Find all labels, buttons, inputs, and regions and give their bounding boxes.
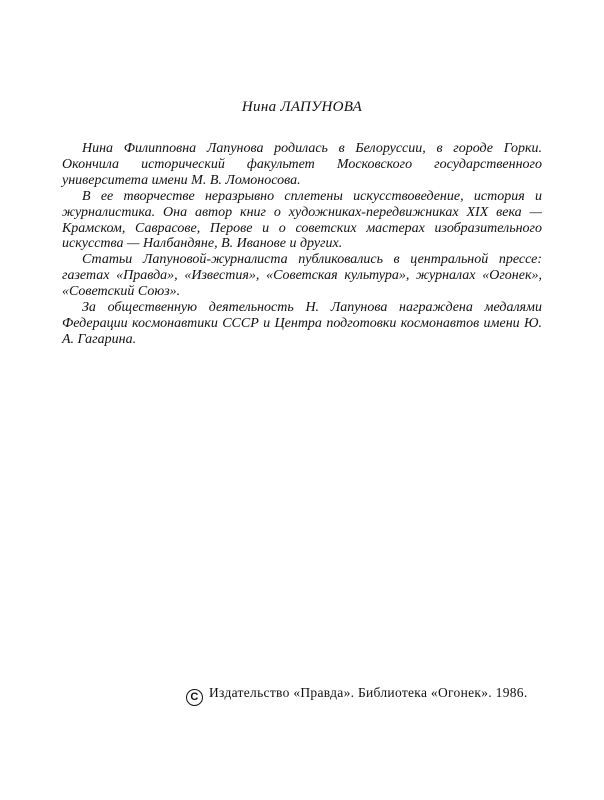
bio-paragraph-awards: За общественную деятельность Н. Лапунова награждена медалями Федерации космонавтики СССР и Центра подготовки космонавтов имени Ю. А. Гагарина. [62,300,542,347]
copyright-text: Издательство «Правда». Библиотека «Огонек». 1986. [209,685,528,700]
bio-paragraph-creative-work: В ее творчестве неразрывно сплетены искусствоведение, история и журналистика. Она автор книг о художниках-передвижниках XIX века — Крамском, Саврасове, Перове и о советских мастерах изобразительного искусства — Налбандяне, В. Иванове и других. [62,188,542,252]
author-heading: Нина ЛАПУНОВА [241,99,363,115]
bio-paragraph-education: Нина Филипповна Лапунова родилась в Белоруссии, в городе Горки. Окончила исторический факультет Московского государственного университета имени М. В. Ломоносова. [62,141,542,188]
bio-paragraph-publications: Статьи Лапуновой-журналиста публиковались в центральной прессе: газетах «Правда», «Известия», «Советская культура», журналах «Огонек», «Советский Союз». [62,252,542,300]
copyright-notice [186,685,576,706]
copyright-icon: C [186,689,203,706]
author-biography [62,141,542,348]
